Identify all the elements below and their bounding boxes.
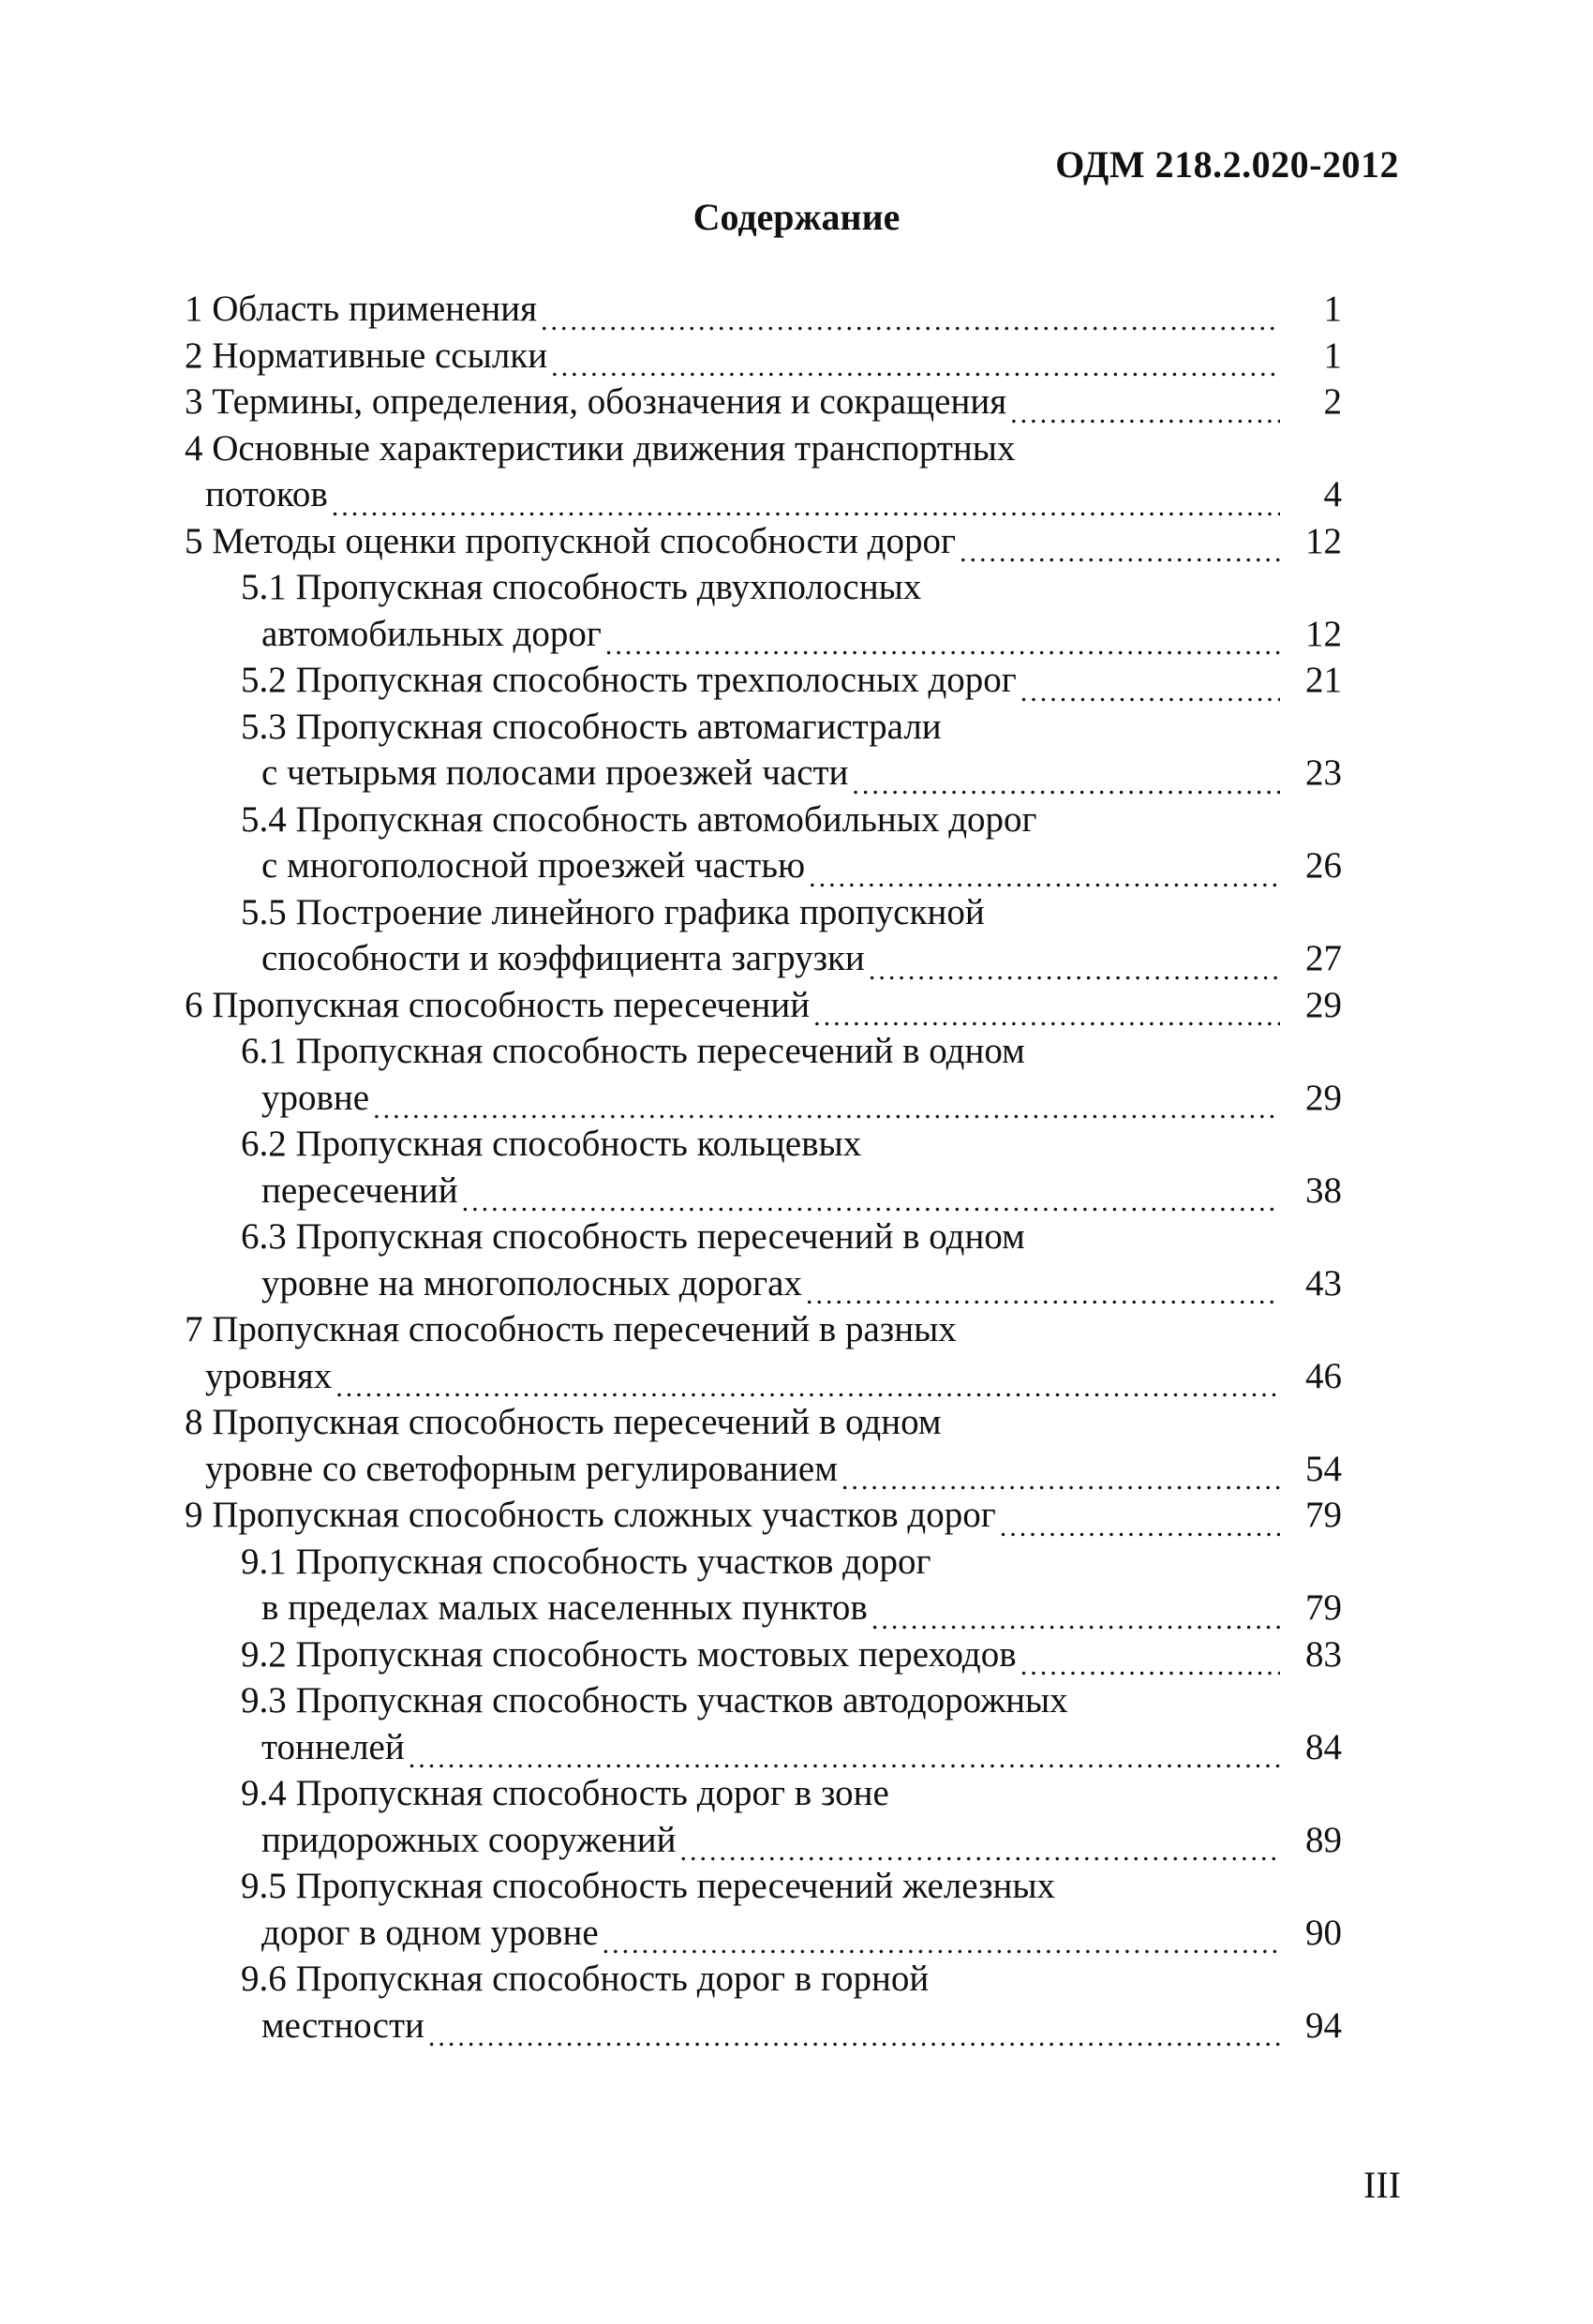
- spacer: [1068, 1677, 1342, 1724]
- toc-entry-text: 9.2 Пропускная способность мостовых переходов: [241, 1633, 1017, 1675]
- spacer: [861, 1121, 1342, 1168]
- toc-entry-text: 1 Область применения: [185, 289, 538, 329]
- toc-page-number: 29: [1305, 984, 1342, 1025]
- toc-entry-text: уровне на многополосных дорогах: [261, 1262, 802, 1304]
- toc-entry-line[interactable]: [185, 935, 1342, 982]
- dot-leader: [373, 1075, 1280, 1122]
- toc-entry-text: 9.6 Пропускная способность дорог в горной: [241, 1959, 930, 1999]
- toc-entry-line[interactable]: [185, 750, 1342, 797]
- toc-entry-line[interactable]: [185, 1910, 1342, 1957]
- toc-page-number: 79: [1305, 1587, 1342, 1628]
- spacer: [889, 1770, 1342, 1817]
- toc-page-number: 54: [1305, 1448, 1342, 1489]
- dot-leader: [409, 1724, 1280, 1771]
- toc-page-number: 89: [1305, 1819, 1342, 1860]
- toc-entry-line[interactable]: [185, 1770, 1342, 1817]
- toc-entry-line[interactable]: [185, 657, 1342, 704]
- toc-entry-line[interactable]: [185, 704, 1342, 751]
- dot-leader: [852, 750, 1280, 797]
- toc-entry-line[interactable]: [185, 1724, 1342, 1771]
- toc-page-number: 83: [1305, 1633, 1342, 1675]
- toc-page-number: 79: [1305, 1495, 1342, 1535]
- toc-entry-text: с многополосной проезжей частью: [261, 845, 806, 886]
- dot-leader: [1020, 657, 1280, 704]
- page-number: III: [1363, 2164, 1401, 2206]
- toc-entry-text: 5.3 Пропускная способность автомагистрали: [241, 706, 942, 747]
- toc-page-number: 29: [1305, 1077, 1342, 1118]
- toc-entry-line[interactable]: [185, 1214, 1342, 1260]
- dot-leader: [841, 1446, 1280, 1493]
- document-code: ОДМ 218.2.020-2012: [1055, 143, 1399, 186]
- toc-entry-text: 4 Основные характеристики движения транспортных: [185, 427, 1016, 469]
- toc-entry-text: 6.1 Пропускная способность пересечений в одном: [241, 1031, 1025, 1071]
- toc-entry-text: уровнях: [205, 1355, 333, 1396]
- spacer: [985, 889, 1342, 936]
- toc-entry-text: 9.5 Пропускная способность пересечений железных: [241, 1866, 1056, 1906]
- toc-entry-text: 9.1 Пропускная способность участков дорог: [241, 1541, 931, 1582]
- toc-entry-line[interactable]: [185, 425, 1342, 472]
- toc-entry-line[interactable]: [185, 889, 1342, 936]
- dot-leader: [871, 1585, 1280, 1631]
- toc-page-number: 12: [1305, 613, 1342, 654]
- toc-entry-text: 9.3 Пропускная способность участков автодорожных: [241, 1680, 1068, 1721]
- toc-entry-text: местности: [261, 2004, 424, 2046]
- dot-leader: [551, 333, 1280, 380]
- toc-entry-text: 6.3 Пропускная способность пересечений в одном: [241, 1216, 1025, 1257]
- toc-entry-line[interactable]: [185, 1631, 1342, 1678]
- toc-entry-text: 7 Пропускная способность пересечений в разных: [185, 1309, 957, 1349]
- spacer: [921, 564, 1342, 611]
- toc-entry-text: придорожных сооружений: [261, 1819, 677, 1860]
- dot-leader: [332, 471, 1280, 518]
- dot-leader: [1000, 1492, 1280, 1539]
- toc-entry-text: уровне: [261, 1077, 370, 1118]
- spacer: [1016, 425, 1343, 472]
- dot-leader: [462, 1168, 1280, 1214]
- toc-entry-line[interactable]: [185, 1492, 1342, 1539]
- dot-leader: [960, 518, 1280, 565]
- toc-entry-line[interactable]: [185, 842, 1342, 889]
- toc-entry-text: 5.5 Построение линейного графика пропускной: [241, 891, 985, 932]
- toc-entry-text: способности и коэффициента загрузки: [261, 938, 865, 978]
- toc-page-number: 23: [1305, 752, 1342, 793]
- toc-entry-text: дорог в одном уровне: [261, 1912, 599, 1953]
- table-of-contents: [185, 286, 1342, 2048]
- toc-entry-line[interactable]: [185, 471, 1342, 518]
- spacer: [930, 1539, 1342, 1586]
- toc-entry-text: в пределах малых населенных пунктов: [261, 1587, 868, 1628]
- toc-page-number: 26: [1305, 845, 1342, 886]
- toc-entry-line[interactable]: [185, 1539, 1342, 1586]
- toc-entry-text: 9 Пропускная способность сложных участков дорог: [185, 1495, 996, 1535]
- toc-entry-line[interactable]: [185, 1121, 1342, 1168]
- page-title-text: Содержание: [692, 196, 901, 238]
- dot-leader: [605, 611, 1280, 658]
- toc-entry-line[interactable]: [185, 1817, 1342, 1864]
- toc-entry-line[interactable]: [185, 564, 1342, 611]
- toc-entry-text: 5 Методы оценки пропускной способности дорог: [185, 520, 956, 561]
- spacer: [942, 1399, 1342, 1446]
- toc-page-number: 84: [1305, 1726, 1342, 1767]
- spacer: [957, 1306, 1342, 1353]
- spacer: [1025, 1028, 1342, 1075]
- toc-entry-line[interactable]: [185, 982, 1342, 1029]
- dot-leader: [813, 982, 1280, 1029]
- toc-entry-text: 6.2 Пропускная способность кольцевых: [241, 1124, 862, 1164]
- dot-leader: [809, 842, 1280, 889]
- toc-entry-line[interactable]: [185, 611, 1342, 658]
- toc-entry-text: 5.2 Пропускная способность трехполосных дорог: [241, 660, 1017, 700]
- toc-entry-line[interactable]: [185, 1677, 1342, 1724]
- toc-entry-line[interactable]: [185, 1585, 1342, 1631]
- toc-page-number: 38: [1305, 1169, 1342, 1211]
- spacer: [1025, 1214, 1342, 1260]
- toc-page-number: 2: [1323, 381, 1342, 422]
- toc-entry-text: 3 Термины, определения, обозначения и сокращения: [185, 381, 1007, 422]
- toc-entry-line[interactable]: [185, 379, 1342, 425]
- dot-leader: [603, 1910, 1280, 1957]
- dot-leader: [1020, 1631, 1280, 1678]
- toc-page-number: 43: [1305, 1262, 1342, 1304]
- toc-entry-line[interactable]: [185, 333, 1342, 380]
- toc-page-number: 12: [1305, 520, 1342, 561]
- toc-page-number: 94: [1305, 2004, 1342, 2046]
- toc-page-number: 4: [1323, 474, 1342, 514]
- toc-entry-line[interactable]: [185, 1306, 1342, 1353]
- toc-entry-line[interactable]: [185, 1028, 1342, 1075]
- dot-leader: [806, 1260, 1280, 1307]
- toc-entry-line[interactable]: [185, 1956, 1342, 2003]
- dot-leader: [680, 1817, 1280, 1864]
- toc-page-number: 1: [1323, 289, 1342, 329]
- dot-leader: [869, 935, 1280, 982]
- toc-entry-text: с четырьмя полосами проезжей части: [261, 752, 849, 793]
- toc-page-number: 90: [1305, 1912, 1342, 1953]
- toc-entry-text: автомобильных дорог: [261, 613, 602, 654]
- spacer: [942, 704, 1342, 751]
- toc-entry-line[interactable]: [185, 286, 1342, 333]
- toc-entry-line[interactable]: [185, 1260, 1342, 1307]
- toc-entry-line[interactable]: [185, 1446, 1342, 1493]
- spacer: [1037, 797, 1342, 843]
- toc-page-number: 46: [1305, 1355, 1342, 1396]
- toc-entry-text: уровне со светофорным регулированием: [205, 1448, 838, 1489]
- toc-entry-line[interactable]: [185, 1075, 1342, 1122]
- toc-entry-text: 8 Пропускная способность пересечений в одном: [185, 1402, 942, 1442]
- page-title: [0, 195, 1593, 239]
- toc-entry-text: 9.4 Пропускная способность дорог в зоне: [241, 1773, 889, 1813]
- toc-page-number: 1: [1323, 335, 1342, 376]
- spacer: [929, 1956, 1342, 2003]
- toc-entry-line[interactable]: [185, 797, 1342, 843]
- spacer: [1055, 1863, 1342, 1910]
- toc-entry-line[interactable]: [185, 1863, 1342, 1910]
- dot-leader: [428, 2003, 1280, 2049]
- dot-leader: [335, 1353, 1280, 1400]
- toc-page-number: 27: [1305, 938, 1342, 978]
- toc-entry-line[interactable]: [185, 2003, 1342, 2049]
- toc-entry-line[interactable]: [185, 1399, 1342, 1446]
- toc-entry-text: 5.1 Пропускная способность двухполосных: [241, 567, 922, 607]
- toc-entry-text: 6 Пропускная способность пересечений: [185, 984, 811, 1025]
- toc-page-number: 21: [1305, 660, 1342, 700]
- toc-entry-text: тоннелей: [261, 1726, 405, 1767]
- dot-leader: [1010, 379, 1280, 425]
- toc-entry-text: 2 Нормативные ссылки: [185, 335, 548, 376]
- toc-entry-text: 5.4 Пропускная способность автомобильных дорог: [241, 798, 1037, 840]
- dot-leader: [541, 286, 1280, 333]
- toc-entry-text: пересечений: [261, 1169, 458, 1211]
- toc-entry-text: потоков: [205, 474, 328, 514]
- toc-entry-line[interactable]: [185, 518, 1342, 565]
- toc-entry-line[interactable]: [185, 1168, 1342, 1214]
- toc-entry-line[interactable]: [185, 1353, 1342, 1400]
